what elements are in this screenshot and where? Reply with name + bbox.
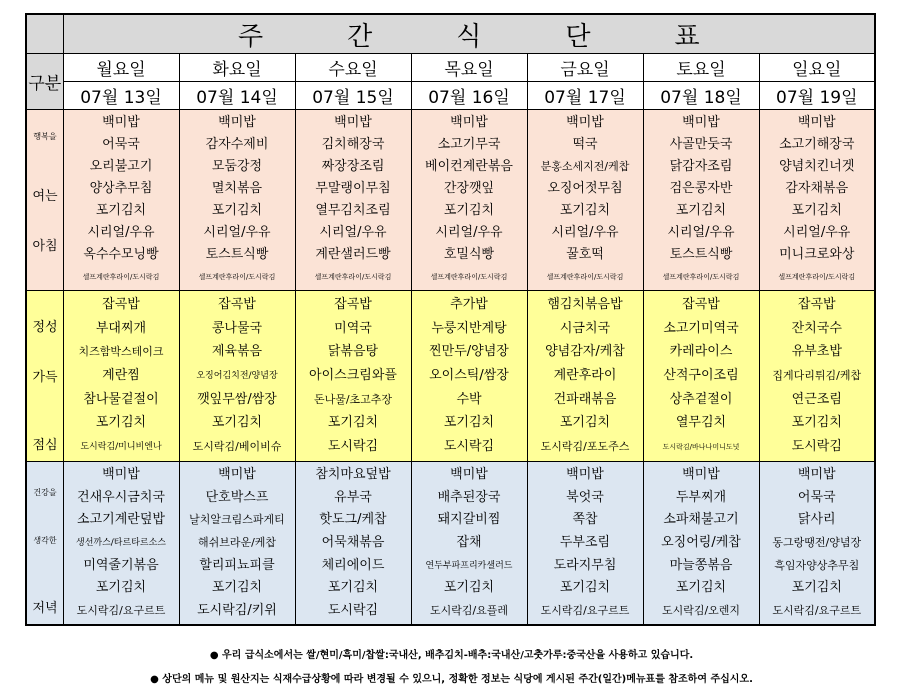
day-header-mon: 월요일 [63,54,179,82]
title-char: 단 [565,21,591,52]
menu-item: 소고기미역국 [663,320,739,336]
menu-item: 백미밥 [450,467,488,483]
menu-item: 포기김치 [559,415,611,431]
menu-item: 카레라이스 [669,344,733,360]
title-char: 식 [456,21,482,52]
dinner-mon [63,462,179,626]
title-char: 표 [674,21,700,52]
menu-item: 백미밥 [450,115,488,130]
menu-item: 모둠강정 [211,159,263,174]
menu-item: 닭사리 [797,512,836,528]
menu-item: 참치마요덮밥 [315,467,391,483]
date-header-wed: 07월 15일 [295,82,411,110]
menu-item: 오리불고기 [89,159,153,174]
breakfast-mon [63,110,179,291]
menu-item: 시리얼/우유 [667,225,735,240]
lunch-row [26,291,875,462]
menu-item: 도시락김/요구르트 [540,603,630,617]
menu-item: 두부찌개 [675,489,727,505]
lunch-label-2: 가득 [32,370,58,385]
dinner-sun [759,462,875,626]
menu-item: 날치알크림스파게티 [189,513,285,527]
menu-item: 도라지무침 [553,557,617,573]
menu-item: 할리피뇨피클 [199,557,275,573]
menu-item: 포기김치 [791,415,842,431]
menu-item: 김치해장국 [321,137,385,152]
menu-item: 포기김치 [443,203,495,218]
menu-item: 옥수수모닝빵 [83,247,159,262]
date-header-sat: 07월 18일 [643,82,759,110]
breakfast-sun [759,110,875,291]
menu-item: 포기김치 [95,203,147,218]
lunch-tue [179,291,295,462]
lunch-wed [295,291,411,462]
menu-item: 배추된장국 [437,489,501,505]
menu-item: 백미밥 [682,115,720,130]
menu-item: 도시락김/포도주스 [540,440,630,454]
menu-item: 포기김치 [791,580,842,596]
menu-item: 포기김치 [327,580,379,596]
menu-item: 백미밥 [218,115,256,130]
menu-item: 미니크로와상 [779,247,855,262]
day-header-sat: 토요일 [643,54,759,82]
lunch-label [26,291,63,462]
title-row [26,14,875,54]
menu-item: 떡국 [572,137,598,152]
dinner-label [26,462,63,626]
day-header-wed: 수요일 [295,54,411,82]
day-row [26,54,875,82]
menu-item: 체리에이드 [321,557,385,573]
menu-item: 도시락김/요구르트 [76,603,166,617]
menu-item: 포기김치 [443,580,495,596]
menu-item: 시금치국 [559,320,611,336]
date-header-tue: 07월 14일 [179,82,295,110]
menu-item: 잡채 [456,534,482,550]
menu-item: 참나물겉절이 [83,391,159,407]
menu-item: 포기김치 [675,203,727,218]
breakfast-tue [179,110,295,291]
lunch-sun [759,291,875,462]
menu-item: 유부국 [334,489,372,505]
menu-item: 백미밥 [102,115,140,130]
menu-item: 동그랑땡전/양념장 [772,535,862,549]
menu-item: 건파래볶음 [553,391,617,407]
menu-item: 포기김치 [791,203,842,218]
menu-item: 마늘쫑볶음 [669,557,733,573]
menu-item: 감자수제비 [205,137,269,152]
date-header-fri: 07월 17일 [527,82,643,110]
menu-item: 백미밥 [102,467,140,483]
breakfast-fri [527,110,643,291]
menu-item: 감자채볶음 [785,181,849,196]
menu-item: 어묵채볶음 [321,534,385,550]
menu-item: 셀프계란후라이/도시락김 [662,273,740,281]
menu-item: 미역국 [334,320,372,336]
breakfast-row [26,110,875,291]
lunch-fri [527,291,643,462]
menu-item: 열무김치 [675,415,727,431]
menu-item: 포기김치 [559,203,611,218]
menu-item: 소고기해장국 [779,137,855,152]
day-header-sun: 일요일 [759,54,875,82]
menu-item: 백미밥 [797,115,836,130]
menu-item: 어묵국 [797,489,836,505]
menu-item: 도시락김 [327,602,379,618]
menu-item: 닭볶음탕 [327,344,379,360]
menu-item: 포기김치 [211,203,263,218]
menu-item: 도시락김/키위 [197,602,277,618]
menu-item: 잡곡밥 [218,296,256,312]
dinner-label-3: 저녁 [32,601,58,616]
menu-item: 양념감자/케찹 [545,344,625,360]
menu-item: 소파채불고기 [663,512,739,528]
dinner-fri [527,462,643,626]
corner-cell [26,14,63,54]
menu-item: 소고기계란덮밥 [77,512,165,528]
menu-item: 제육볶음 [211,344,263,360]
menu-item: 아이스크림와플 [309,367,397,383]
lunch-sat [643,291,759,462]
menu-item: 핫도그/케찹 [319,512,387,528]
menu-item: 도시락김/요구르트 [772,603,862,617]
menu-item: 셀프계란후라이/도시락김 [546,273,624,281]
breakfast-sat [643,110,759,291]
menu-item: 간장깻잎 [443,181,495,196]
dinner-label-2: 생각한 [33,536,57,545]
menu-item: 백미밥 [566,115,604,130]
menu-item: 포기김치 [327,415,379,431]
lunch-label-3: 점심 [32,438,58,453]
menu-item: 흑임자양상추무침 [774,558,860,572]
menu-item: 계란후라이 [553,367,617,383]
menu-item: 도시락김/베이비슈 [192,440,282,454]
day-header-tue: 화요일 [179,54,295,82]
menu-item: 잡곡밥 [102,296,140,312]
date-header-mon: 07월 13일 [63,82,179,110]
menu-item: 부대찌개 [95,320,147,336]
menu-item: 치즈함박스테이크 [78,345,164,359]
menu-item: 산적구이조림 [663,367,739,383]
dinner-tue [179,462,295,626]
dinner-wed [295,462,411,626]
menu-item: 양상추무침 [89,181,153,196]
dinner-row [26,462,875,626]
header-label: 구분 [26,54,63,110]
menu-item: 꿀호떡 [566,247,604,262]
menu-item: 검은콩자반 [669,181,733,196]
menu-item: 시리얼/우유 [203,225,271,240]
menu-item: 추가밥 [450,296,488,312]
menu-item: 햄김치볶음밥 [547,296,623,312]
menu-item: 토스트식빵 [669,247,733,262]
menu-item: 계란샐러드빵 [315,247,391,262]
menu-item: 백미밥 [218,467,256,483]
breakfast-thu [411,110,527,291]
menu-item: 쪽찹 [572,512,598,528]
date-row [26,82,875,110]
menu-item: 해쉬브라운/케찹 [197,535,277,549]
menu-item: 잔치국수 [791,320,842,336]
menu-item: 도시락김/오렌지 [661,603,741,617]
date-header-sun: 07월 19일 [759,82,875,110]
menu-item: 잡곡밥 [682,296,720,312]
title-char: 간 [347,21,373,52]
menu-item: 오징어젓무침 [547,181,623,196]
menu-item: 도시락김 [791,439,842,455]
menu-item: 찐만두/양념장 [429,344,509,360]
menu-item: 미역줄기볶음 [83,557,159,573]
footnote-origin: ● 우리 급식소에서는 쌀/현미/흑미/찹쌀:국내산, 배추김치-배추:국내산/고춧가루:중국산을 사용하고 있습니다. [209,650,694,661]
menu-item: 토스트식빵 [205,247,269,262]
menu-item: 셀프계란후라이/도시락김 [778,273,856,281]
breakfast-label-1: 행복을 [33,132,57,141]
menu-item: 생선까스/타르타르소스 [76,537,166,548]
menu-item: 포기김치 [559,580,611,596]
menu-item: 도시락김/미니비엔나 [80,442,162,453]
menu-item: 소고기무국 [437,137,501,152]
menu-item: 도시락김 [327,439,379,455]
dinner-sat [643,462,759,626]
menu-item: 짜장장조림 [321,159,385,174]
day-header-fri: 금요일 [527,54,643,82]
menu-item: 단호박스프 [205,489,269,505]
weekly-menu-table [25,13,876,626]
menu-item: 돼지갈비찜 [437,512,501,528]
dinner-label-1: 건강을 [33,488,57,497]
menu-item: 셀프계란후라이/도시락김 [82,273,160,281]
menu-item: 오이스틱/쌈장 [429,367,509,383]
menu-item: 유부초밥 [791,344,842,360]
menu-item: 열무김치조림 [315,203,391,218]
menu-item: 멸치볶음 [211,181,263,196]
menu-item: 포기김치 [211,580,263,596]
lunch-thu [411,291,527,462]
menu-item: 도시락김 [443,439,495,455]
title-char: 주 [237,21,264,52]
menu-item: 두부조림 [559,534,611,550]
menu-item: 북엇국 [566,489,604,505]
dinner-thu [411,462,527,626]
breakfast-label [26,110,63,291]
menu-item: 셀프계란후라이/도시락김 [430,273,508,281]
page-title [63,14,875,54]
menu-item: 연근조림 [791,391,842,407]
menu-item: 양념치킨너겟 [779,159,855,174]
menu-item: 오징어링/케찹 [661,534,741,550]
menu-item: 포기김치 [95,580,147,596]
menu-item: 호밀식빵 [443,247,495,262]
footnote-notice: ● 상단의 메뉴 및 원산지는 식재수급상황에 따라 변경될 수 있으니, 정확한 정보는 식당에 게시된 주간(일간)메뉴표를 참조하여 주십시오. [150,674,753,685]
lunch-mon [63,291,179,462]
menu-item: 오징어김치전/양념장 [196,370,278,381]
menu-item: 연두부파프리카샐러드 [425,560,513,571]
menu-item: 베이컨계란볶음 [425,159,513,174]
breakfast-label-2: 여는 [32,189,58,204]
menu-item: 상추겉절이 [669,391,733,407]
menu-item: 셀프계란후라이/도시락김 [198,273,276,281]
menu-item: 백미밥 [797,467,836,483]
menu-item: 시리얼/우유 [551,225,619,240]
menu-item: 돈나물/초고추장 [313,392,393,406]
menu-item: 잡곡밥 [797,296,836,312]
menu-item: 수박 [456,391,482,407]
menu-item: 시리얼/우유 [319,225,387,240]
menu-item: 시리얼/우유 [783,225,851,240]
breakfast-wed [295,110,411,291]
menu-item: 포기김치 [211,415,263,431]
menu-item: 시리얼/우유 [87,225,155,240]
breakfast-label-3: 아침 [32,239,58,254]
menu-item: 닭감자조림 [669,159,733,174]
menu-item: 계란찜 [102,367,140,383]
menu-item: 백미밥 [682,467,720,483]
menu-item: 셀프계란후라이/도시락김 [314,273,392,281]
menu-item: 백미밥 [566,467,604,483]
menu-item: 누룽지반계탕 [431,320,507,336]
menu-item: 도시락김/바나나미니도넛 [662,443,740,452]
menu-item: 콩나물국 [211,320,263,336]
menu-item: 시리얼/우유 [435,225,503,240]
day-header-thu: 목요일 [411,54,527,82]
menu-item: 사골만둣국 [669,137,733,152]
menu-item: 백미밥 [334,115,372,130]
date-header-thu: 07월 16일 [411,82,527,110]
menu-item: 무말랭이무침 [315,181,391,196]
menu-item: 건새우시금치국 [77,489,165,505]
menu-item: 포기김치 [95,415,147,431]
menu-item: 깻잎무쌈/쌈장 [197,391,277,407]
menu-item: 도시락김/요플레 [429,603,509,617]
menu-item: 포기김치 [443,415,495,431]
menu-item: 집게다리튀김/케찹 [772,368,862,382]
lunch-label-1: 정성 [32,320,58,335]
menu-item: 어묵국 [102,137,140,152]
menu-item: 분홍소세지전/케찹 [540,160,630,173]
menu-item: 포기김치 [675,580,727,596]
menu-item: 잡곡밥 [334,296,372,312]
